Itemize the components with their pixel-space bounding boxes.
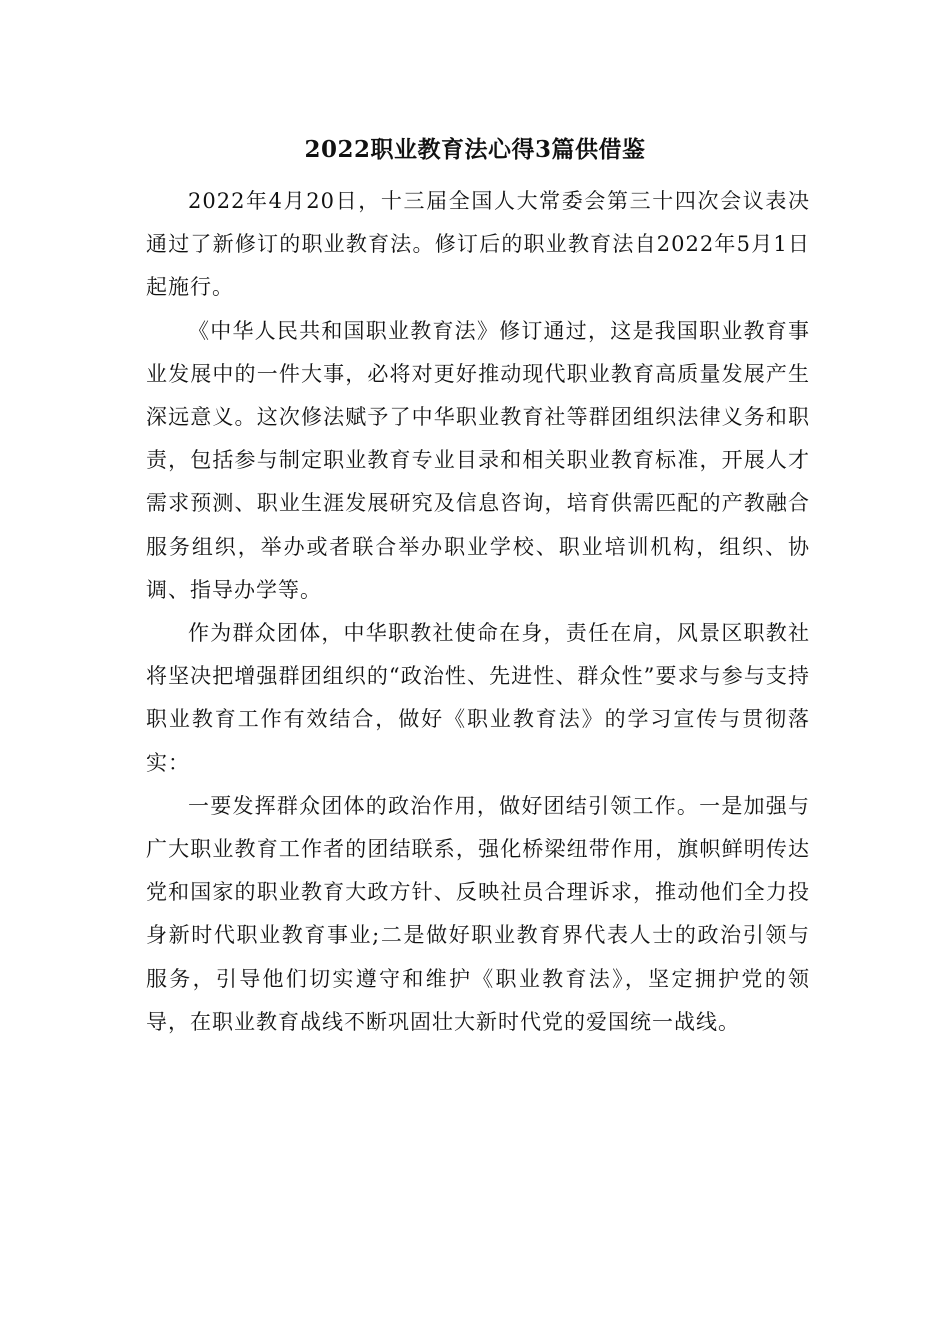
- paragraph-4: 一要发挥群众团体的政治作用，做好团结引领工作。一是加强与广大职业教育工作者的团结联系，强化桥梁纽带作用，旗帜鲜明传达党和国家的职业教育大政方针、反映社员合理诉求，推动他们全力投身新时代职业教育事业;二是做好职业教育界代表人士的政治引领与服务，引导他们切实遵守和维护《职业教育法》，坚定拥护党的领导，在职业教育战线不断巩固壮大新时代党的爱国统一战线。: [146, 793, 810, 1034]
- paragraph-1: 2022年4月20日，十三届全国人大常委会第三十四次会议表决通过了新修订的职业教育法。修订后的职业教育法自2022年5月1日起施行。: [146, 189, 810, 300]
- paragraph-2: 《中华人民共和国职业教育法》修订通过，这是我国职业教育事业发展中的一件大事，必将对更好推动现代职业教育高质量发展产生深远意义。这次修法赋予了中华职业教育社等群团组织法律义务和职责，包括参与制定职业教育专业目录和相关职业教育标准，开展人才需求预测、职业生涯发展研究及信息咨询，培育供需匹配的产教融合服务组织，举办或者联合举办职业学校、职业培训机构，组织、协调、指导办学等。: [146, 318, 810, 602]
- paragraph-3: 作为群众团体，中华职教社使命在身，责任在肩，风景区职教社将坚决把增强群团组织的“政治性、先进性、群众性”要求与参与支持职业教育工作有效结合，做好《职业教育法》的学习宣传与贯彻落实：: [146, 621, 810, 775]
- document-body: [146, 180, 810, 1044]
- document-title: 2022职业教育法心得3篇供借鉴: [304, 136, 646, 163]
